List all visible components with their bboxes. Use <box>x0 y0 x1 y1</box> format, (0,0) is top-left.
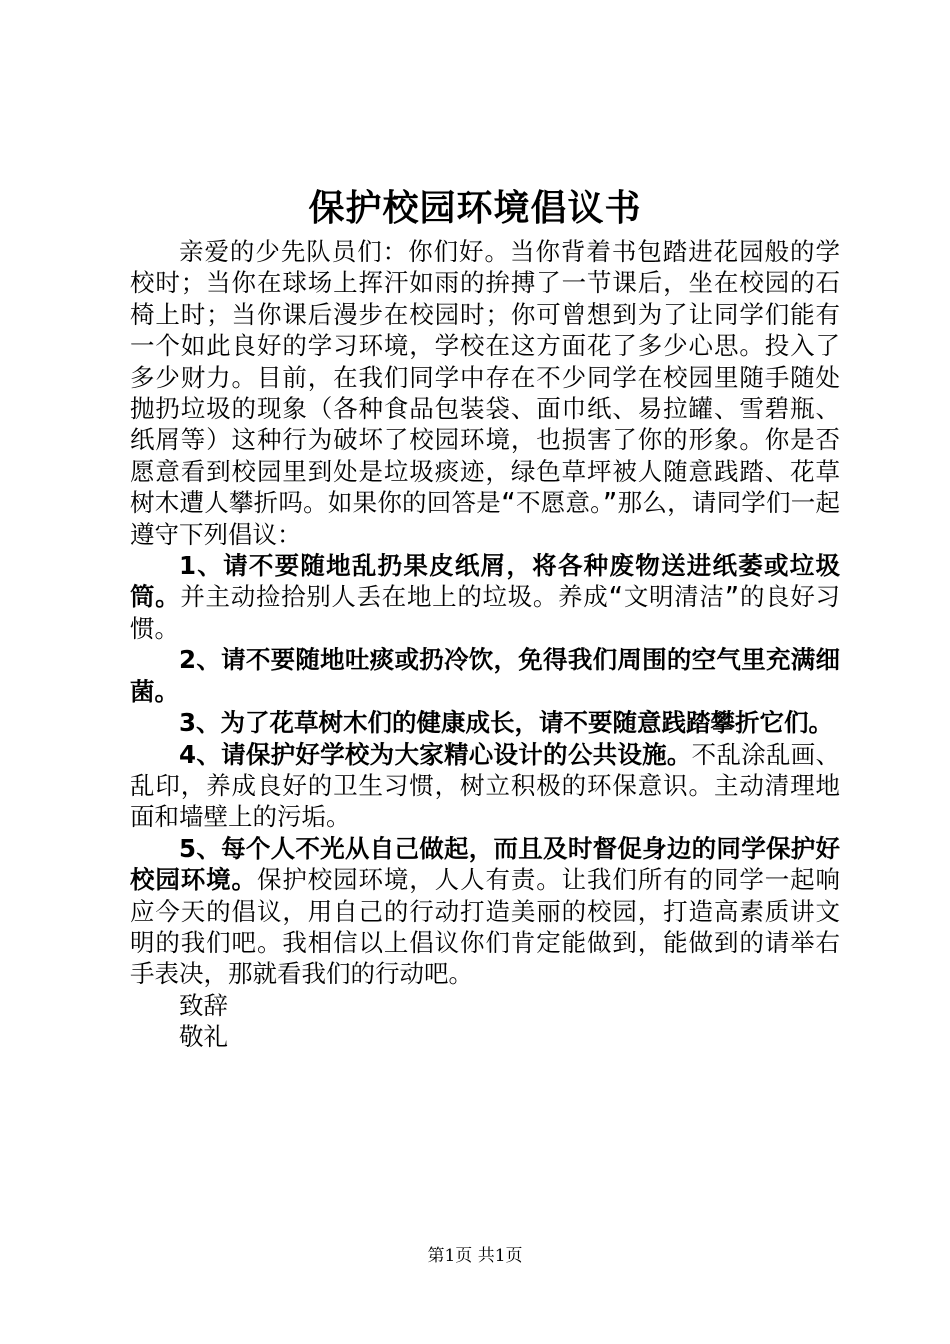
document-body <box>130 236 840 1053</box>
proposal-item-1 <box>130 550 840 644</box>
closing-line-2: 敬礼 <box>179 1022 228 1052</box>
proposal-item-5-detail: 保护校园环境，人人有责。让我们所有的同学一起响应今天的倡议，用自己的行动打造美丽的校园，打造高素质讲文明的我们吧。我相信以上倡议你们肯定能做到，能做到的请举右手表决，那就看我们的行动吧。 <box>130 865 841 989</box>
proposal-item-4-lead: 4、请保护好学校为大家精心设计的公共设施。 <box>179 739 692 769</box>
proposal-item-2 <box>130 644 840 707</box>
proposal-item-2-lead: 2、请不要随地吐痰或扔冷饮，免得我们周围的空气里充满细菌。 <box>130 645 840 706</box>
proposal-item-5 <box>130 833 840 990</box>
document-title: 保护校园环境倡议书 <box>308 187 642 229</box>
proposal-item-1-detail: 并主动捡拾别人丢在地上的垃圾。养成“文明清洁”的良好习惯。 <box>130 582 841 643</box>
proposal-item-3-lead: 3、为了花草树木们的健康成长，请不要随意践踏攀折它们。 <box>179 708 834 738</box>
proposal-item-4-detail: 不乱涂乱画、乱印，养成良好的卫生习惯，树立积极的环保意识。主动清理地面和墙壁上的污垢。 <box>130 739 841 832</box>
proposal-item-3 <box>130 707 840 738</box>
intro-paragraph: 亲爱的少先队员们：你们好。当你背着书包踏进花园般的学校时；当你在球场上挥汗如雨的拚搏了一节课后，坐在校园的石椅上时；当你课后漫步在校园时；你可曾想到为了让同学们能有一个如此良好的学习环境，学校在这方面花了多少心思。投入了多少财力。目前，在我们同学中存在不少同学在校园里随手随处抛扔垃圾的现象（各种食品包装袋、面巾纸、易拉罐、雪碧瓶、纸屑等）这种行为破坏了校园环境，也损害了你的形象。你是否愿意看到校园里到处是垃圾痰迹，绿色草坪被人随意践踏、花草树木遭人攀折吗。如果你的回答是“不愿意。”那么，请同学们一起遵守下列倡议： <box>130 237 840 549</box>
proposal-item-5-lead: 5、每个人不光从自己做起，而且及时督促身边的同学保护好校园环境。 <box>130 833 840 895</box>
proposal-item-4 <box>130 739 840 833</box>
proposal-item-1-lead: 1、请不要随地乱扔果皮纸屑，将各种废物送进纸萎或垃圾筒。 <box>130 551 840 612</box>
page-footer: 第1页 共1页 <box>427 1246 523 1266</box>
closing-line-1: 致辞 <box>179 990 228 1020</box>
